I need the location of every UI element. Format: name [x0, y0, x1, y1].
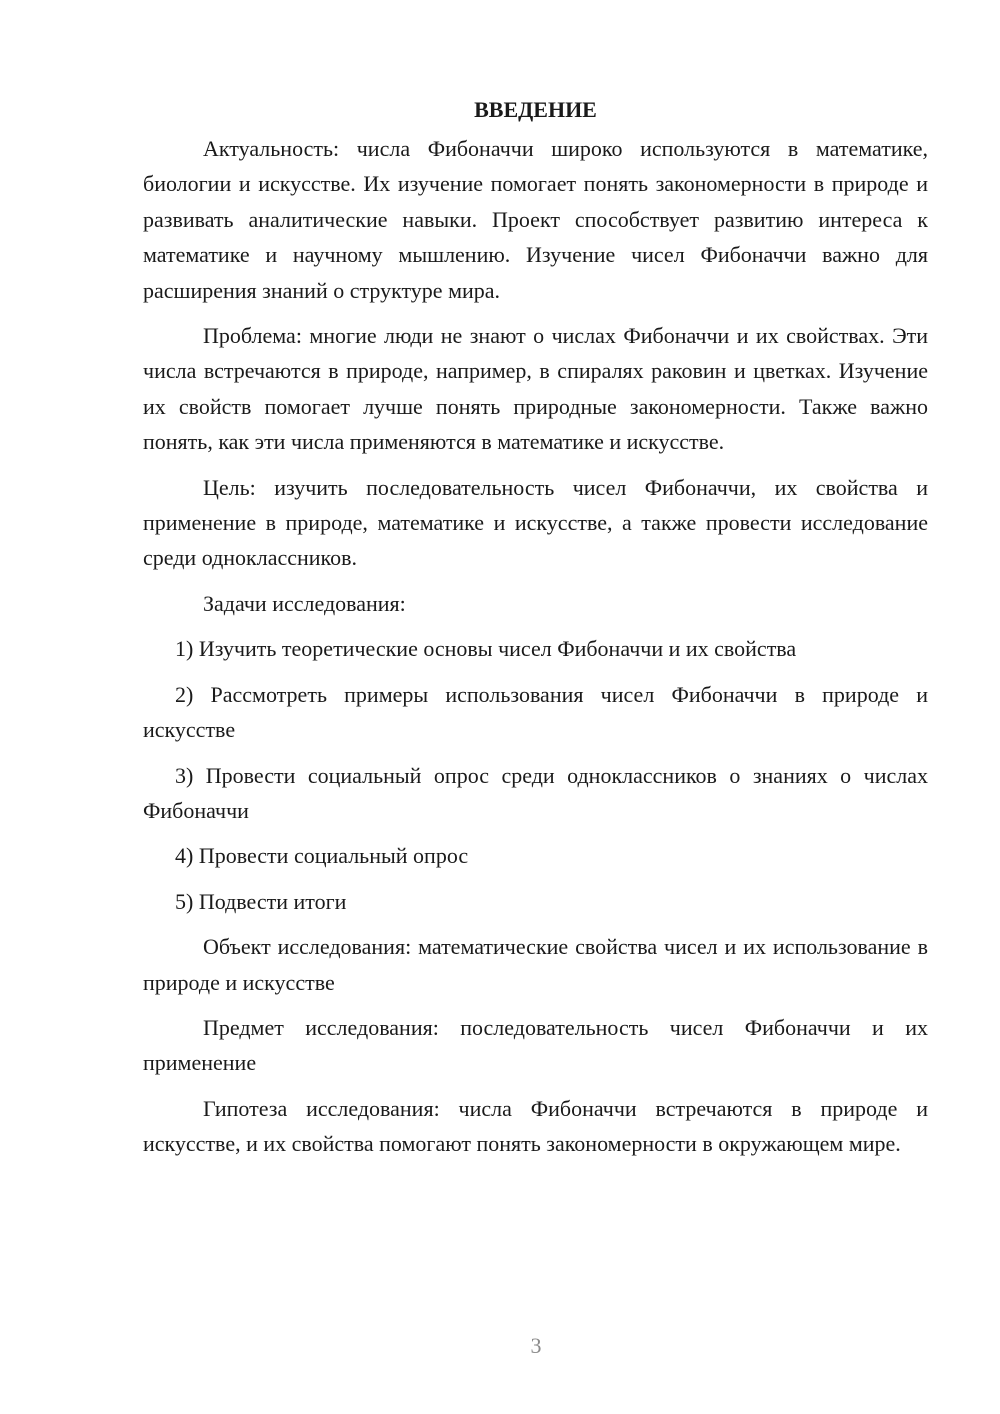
- section-title: ВВЕДЕНИЕ: [474, 97, 597, 122]
- hypothesis-paragraph: Гипотеза исследования: числа Фибоначчи встречаются в природе и искусстве, и их свойства помогают понять закономерности в окружающем мире.: [143, 1095, 928, 1157]
- goal-paragraph: Цель: изучить последовательность чисел Фибоначчи, их свойства и применение в природе, математике и искусстве, а также провести исследование среди одноклассников.: [143, 474, 928, 571]
- list-item: 5) Подвести итоги: [175, 888, 347, 914]
- list-item: 3) Провести социальный опрос среди одноклассников о знаниях о числах Фибоначчи: [143, 762, 928, 823]
- subject-paragraph: Предмет исследования: последовательность чисел Фибоначчи и их применение: [143, 1014, 928, 1076]
- list-item: 2) Рассмотреть примеры использования чисел Фибоначчи в природе и искусстве: [143, 681, 928, 743]
- object-paragraph: Объект исследования: математические свойства чисел и их использование в природе и искусстве: [143, 934, 928, 995]
- problem-paragraph: Проблема: многие люди не знают о числах Фибоначчи и их свойствах. Эти числа встречаются в природе, например, в спиралях раковин и цветках. Изучение их свойств помогает лучше понять природные закономерности. Также важно понять, как эти числа применяются в математике и искусстве.: [143, 323, 928, 455]
- list-item: 1) Изучить теоретические основы чисел Фибоначчи и их свойства: [175, 636, 797, 662]
- tasks-heading: Задачи исследования:: [203, 590, 406, 616]
- document-page: [143, 92, 928, 1172]
- list-item: 4) Провести социальный опрос: [175, 843, 469, 869]
- relevance-paragraph: Актуальность: числа Фибоначчи широко используются в математике, биологии и искусстве. Их изучение помогает понять закономерности в природе и развивать аналитические навыки. Проект способствует развитию интереса к математике и научному мышлению. Изучение чисел Фибоначчи важно для расширения знаний о структуре мира.: [143, 136, 928, 303]
- tasks-list: [143, 631, 928, 919]
- page-number: 3: [530, 1333, 542, 1358]
